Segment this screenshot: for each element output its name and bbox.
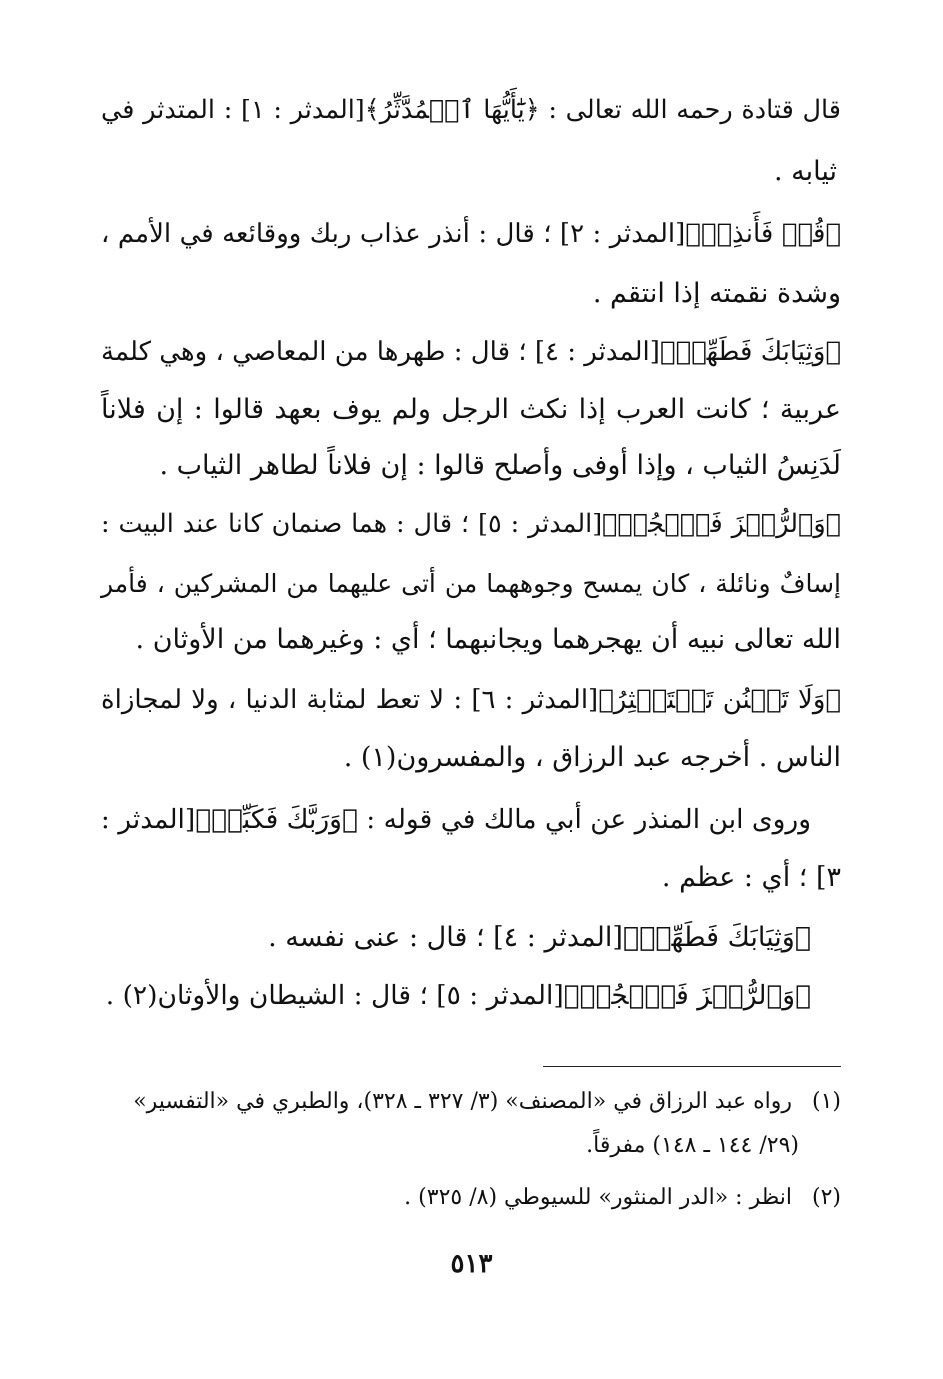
body-line: وروى ابن المنذر عن أبي مالك في قوله : ﴿وَرَبَّكَ فَكَبِّرۡ﴾[المدثر : [100, 804, 811, 835]
footnote-divider [543, 1066, 841, 1067]
body-line: وشدة نقمته إذا انتقم . [592, 278, 841, 309]
footnote-2 [101, 1176, 841, 1220]
footnote-number: (٢) [811, 1185, 841, 1210]
body-line: عربية ؛ كانت العرب إذا نكث الرجل ولم يوف بعهد قالوا : إن فلاناً [101, 394, 841, 425]
body-line: ﴿قُمۡ فَأَنذِرۡ﴾[المدثر : ٢] ؛ قال : أنذر عذاب ربك ووقائعه في الأمم ، [101, 219, 841, 249]
body-line: ﴿وَٱلرُّجۡزَ فَٱهۡجُرۡ﴾[المدثر : ٥] ؛ قال : الشيطان والأوثان(٢) . [105, 980, 811, 1011]
footnote-1 [101, 1080, 841, 1124]
body-line: ﴿وَلَا تَمۡنُن تَسۡتَكۡثِرُ﴾[المدثر : ٦] : لا تعط لمثابة الدنيا ، ولا لمجازاة [101, 685, 841, 715]
footnote-number: (١) [811, 1089, 841, 1114]
body-line: ٣] ؛ أي : عظم . [661, 862, 841, 893]
page-number: ٥١٣ [450, 1249, 493, 1279]
body-line: ﴿وَٱلرُّجۡزَ فَٱهۡجُرۡ﴾[المدثر : ٥] ؛ قال : هما صنمان كانا عند البيت : [101, 509, 841, 539]
body-line: ﴿وَثِيَابَكَ فَطَهِّرۡ﴾[المدثر : ٤] ؛ قال : عنى نفسه . [268, 922, 811, 953]
body-line: ﴿وَثِيَابَكَ فَطَهِّرۡ﴾[المدثر : ٤] ؛ قال : طهرها من المعاصي ، وهي كلمة [101, 337, 842, 367]
footnote-1-continuation [101, 1124, 799, 1168]
body-line: لَدَنِسُ الثياب ، وإذا أوفى وأصلح قالوا : إن فلاناً لطاهر الثياب . [159, 450, 841, 481]
footnote-text: (٢٩/ ١٤٤ ـ ١٤٨) مفرقاً. [586, 1133, 799, 1158]
footnote-text: انظر : «الدر المنثور» للسيوطي (٨/ ٣٢٥) . [404, 1185, 792, 1210]
body-line: الناس . أخرجه عبد الرزاق ، والمفسرون(١) . [343, 742, 841, 773]
body-line: إسافٌ ونائلة ، كان يمسح وجوههما من أتى عليهما من المشركين ، فأمر [101, 569, 841, 598]
footnote-text: رواه عبد الرزاق في «المصنف» (٣/ ٣٢٧ ـ ٣٢٨)، والطبري في «التفسير» [133, 1089, 792, 1114]
body-line: قال قتادة رحمه الله تعالى : ﴿يَٰٓأَيُّهَا ٱلۡمُدَّثِّرُ﴾[المدثر : ١] : المتدثر في [101, 95, 841, 125]
body-line: ثيابه . [773, 156, 837, 187]
body-line: الله تعالى نبيه أن يهجرهما ويجانبهما ؛ أي : وغيرهما من الأوثان . [135, 624, 841, 655]
